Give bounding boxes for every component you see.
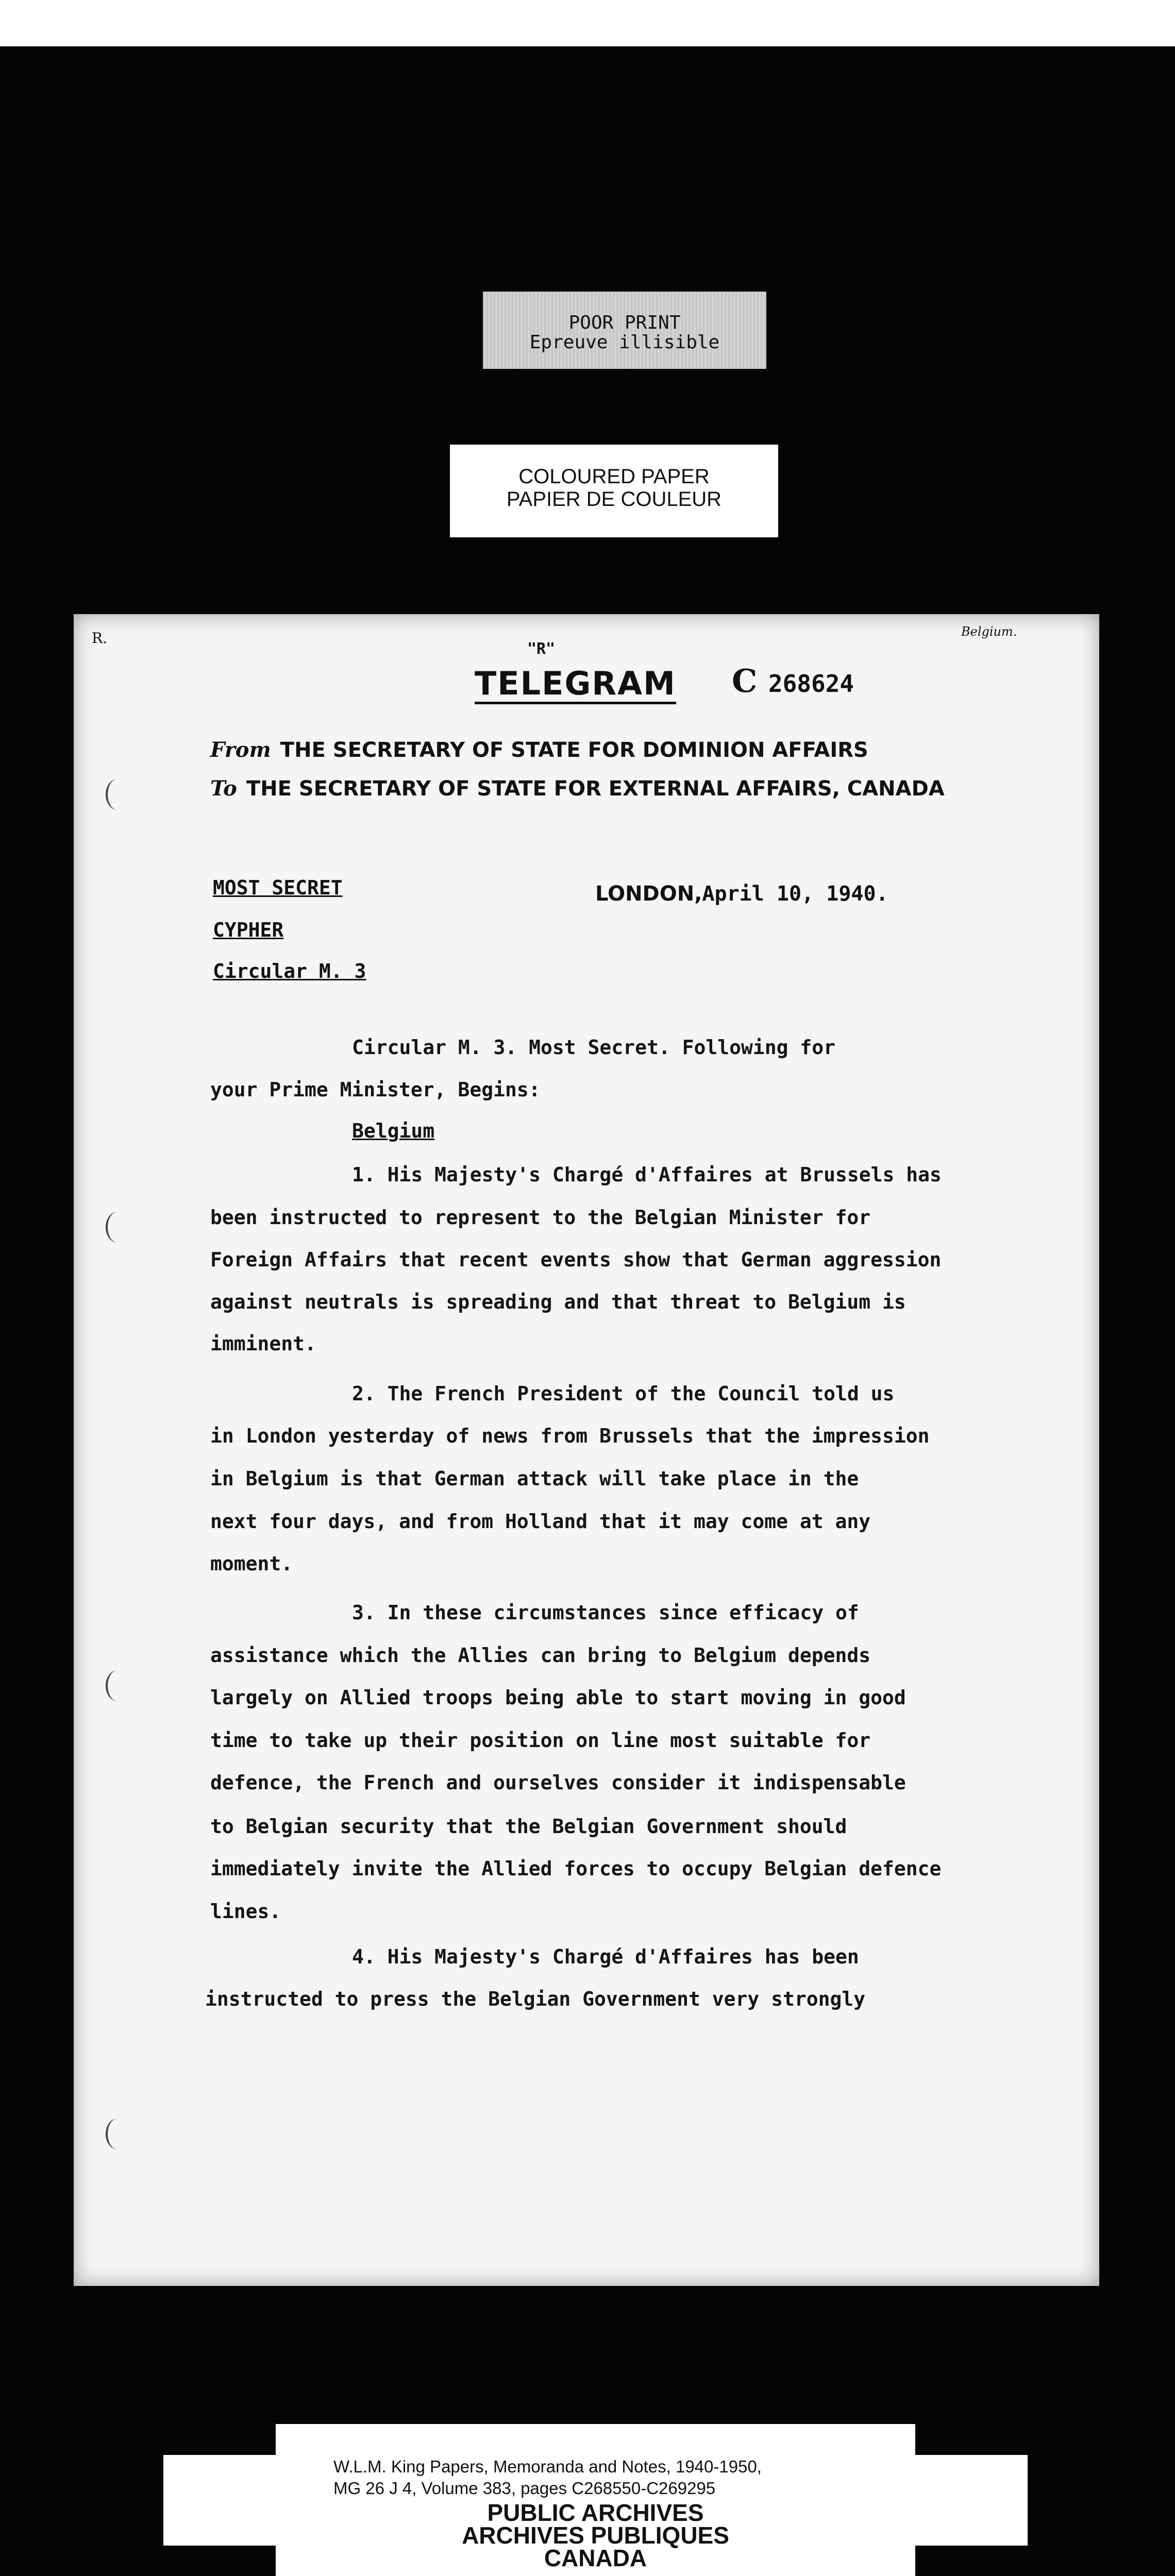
body-line: defence, the French and ourselves consider it indispensable [210,1771,906,1794]
body-line: 4. His Majesty's Chargé d'Affaires has been [352,1945,859,1968]
coloured-paper-en: COLOURED PAPER [518,465,710,488]
body-line: 3. In these circumstances since efficacy of [352,1601,859,1624]
circular-label: Circular M. 3 [213,960,366,982]
archive-reference-card [163,2424,1028,2576]
coloured-paper-fr: PAPIER DE COULEUR [506,488,722,511]
card-notch [915,2424,1028,2455]
body-line: against neutrals is spreading and that threat to Belgium is [210,1291,906,1313]
archives-stamp [163,2501,1028,2569]
document-title: TELEGRAM [475,666,676,704]
body-line: in Belgium is that German attack will take place in the [210,1467,859,1490]
poor-print-en: POOR PRINT [568,312,681,333]
body-line: been instructed to represent to the Belgian Minister for [210,1206,871,1229]
body-line: assistance which the Allies can bring to Belgium depends [210,1644,871,1667]
date: April 10, 1940. [702,882,888,906]
body-line: 2. The French President of the Council told us [352,1382,895,1405]
cypher-label: CYPHER [213,919,284,941]
document-number [732,660,854,704]
body-line: immediately invite the Allied forces to occupy Belgian defence [210,1857,942,1880]
coloured-paper-label [450,445,778,537]
body-line: 1. His Majesty's Chargé d'Affaires at Brussels has [352,1163,942,1186]
place-date [595,882,888,906]
from-label: From [210,738,271,762]
body-line: instructed to press the Belgian Government very strongly [205,1988,866,2010]
poor-print-fr: Epreuve illisible [529,332,720,353]
archives-en: PUBLIC ARCHIVES [487,2499,704,2526]
body-line: Circular M. 3. Most Secret. Following for [352,1036,835,1059]
corner-mark: R. [92,630,107,647]
archives-fr: ARCHIVES PUBLIQUES [462,2522,729,2549]
body-line: in London yesterday of news from Brussels that the impression [210,1425,930,1447]
archives-country: CANADA [544,2545,647,2571]
punch-hole [106,2119,129,2149]
body-line: imminent. [210,1332,316,1355]
poor-print-label [483,292,766,369]
body-line: time to take up their position on line most suitable for [210,1729,871,1752]
from-text: THE SECRETARY OF STATE FOR DOMINION AFFAIRS [280,738,868,762]
classification: MOST SECRET [213,876,343,899]
body-line: next four days, and from Holland that it may come at any [210,1510,871,1533]
corner-note: Belgium. [961,624,1017,639]
punch-hole [106,1670,129,1701]
place: LONDON, [595,882,702,906]
body-line: lines. [210,1900,281,1923]
body-line: to Belgian security that the Belgian Government should [210,1815,847,1838]
to-label: To [210,776,237,801]
reference-line-2: MG 26 J 4, Volume 383, pages C268550-C269295 [333,2479,716,2498]
to-line [210,776,945,801]
body-line: your Prime Minister, Begins: [210,1078,541,1101]
body-line: largely on Allied troops being able to start moving in good [210,1686,906,1709]
card-notch [163,2424,276,2455]
section-heading: Belgium [352,1120,435,1142]
body-line: moment. [210,1552,293,1575]
from-line [210,738,868,762]
to-text: THE SECRETARY OF STATE FOR EXTERNAL AFFAIRS, CANADA [246,777,945,801]
r-mark: "R" [527,640,556,658]
reference-line-1: W.L.M. King Papers, Memoranda and Notes, 1940-1950, [333,2457,762,2476]
collection-reference [333,2456,762,2499]
document-number-digits: 268624 [768,670,854,698]
body-line: Foreign Affairs that recent events show that German aggression [210,1248,942,1271]
document-number-prefix: C [732,662,758,700]
punch-hole [106,1212,129,1243]
telegram-document [74,614,1099,2286]
punch-hole [106,779,129,810]
